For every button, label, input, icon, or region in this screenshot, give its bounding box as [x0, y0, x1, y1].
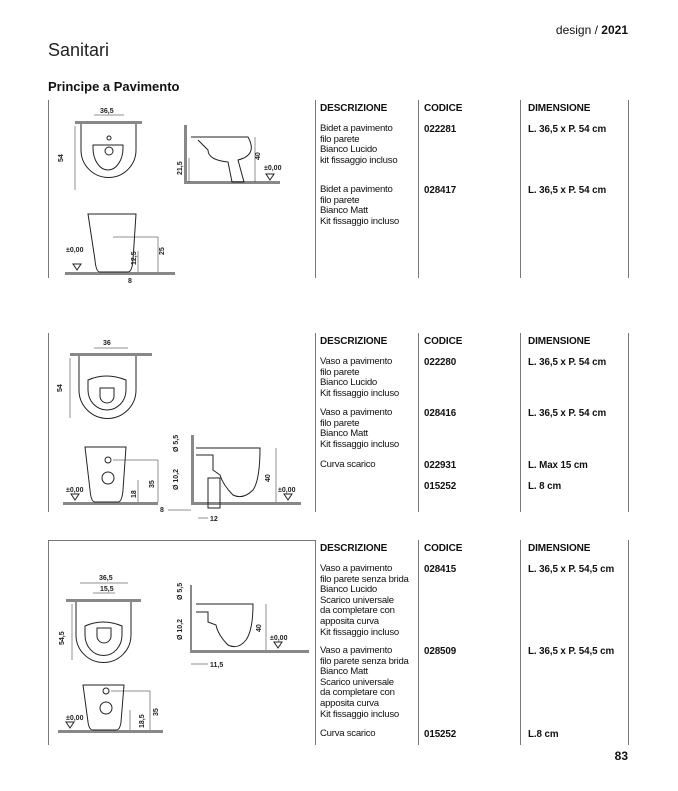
row-code: 028417 [424, 185, 457, 196]
divider [520, 333, 521, 512]
page-number: 83 [614, 749, 628, 763]
dim-label: 36 [103, 340, 111, 347]
column-header-description: DESCRIZIONE [320, 103, 388, 114]
dim-label: 36,5 [100, 108, 114, 115]
dim-label: 15,5 [100, 586, 114, 593]
desc-line: Bidet a pavimento [320, 184, 393, 195]
row-dimension: L. 36,5 x P. 54 cm [528, 357, 607, 368]
row-code: 015252 [424, 481, 457, 492]
desc-line: Kit fissaggio incluso [320, 215, 400, 227]
desc-line: Bianco Lucido [320, 584, 378, 596]
desc-line: kit fissaggio incluso [320, 154, 398, 166]
row-code: 022931 [424, 460, 457, 471]
column-header-code: CODICE [424, 103, 463, 114]
divider [418, 100, 419, 278]
desc-line: Kit fissaggio incluso [320, 708, 400, 720]
row-description [320, 124, 397, 166]
row-dimension: L. 36,5 x P. 54 cm [528, 185, 607, 196]
dim-label: ±0,00 [66, 247, 84, 254]
dim-label: 18 [131, 490, 138, 498]
row-description [320, 646, 409, 720]
header-brand: design / [555, 23, 598, 37]
desc-line: apposita curva [320, 615, 379, 627]
dim-label: 54 [58, 154, 65, 162]
divider [315, 333, 316, 512]
divider [315, 100, 316, 278]
dim-label: 21,5 [177, 161, 184, 175]
vaso-senza-brida-technical-drawing [48, 540, 315, 740]
desc-line: filo parete [320, 417, 360, 429]
row-code: 022280 [424, 357, 457, 368]
dim-label: 18,5 [139, 714, 146, 728]
column-header-code: CODICE [424, 336, 463, 347]
dim-label: 8 [128, 278, 132, 285]
row-description [320, 185, 399, 227]
divider [628, 540, 629, 745]
desc-line: Scarico universale [320, 594, 394, 606]
dim-label: 36,5 [99, 575, 113, 582]
desc-line: apposita curva [320, 697, 379, 709]
column-header-dimension: DIMENSIONE [528, 336, 591, 347]
desc-line: filo parete [320, 194, 360, 206]
desc-line: Kit fissaggio incluso [320, 387, 400, 399]
row-description [320, 564, 409, 638]
dim-label: 12,5 [131, 251, 138, 265]
dim-label: 11,5 [210, 662, 224, 669]
row-description: Curva scarico [320, 728, 376, 739]
dim-label: 40 [256, 624, 263, 632]
desc-line: Bianco Lucido [320, 377, 378, 389]
desc-line: Bidet a pavimento [320, 123, 393, 134]
desc-line: Bianco Matt [320, 205, 368, 217]
divider [520, 540, 521, 745]
column-header-code: CODICE [424, 543, 463, 554]
desc-line: Vaso a pavimento [320, 407, 393, 418]
desc-line: filo parete [320, 366, 360, 378]
dim-label: 35 [149, 480, 156, 488]
desc-line: Bianco Matt [320, 428, 368, 440]
desc-line: Scarico universale [320, 676, 394, 688]
divider [418, 540, 419, 745]
divider [628, 100, 629, 278]
dim-label: 35 [153, 708, 160, 716]
dim-label: 40 [255, 152, 262, 160]
dim-label: 12 [210, 516, 218, 523]
row-description [320, 408, 399, 450]
divider [628, 333, 629, 512]
desc-line: da completare con [320, 687, 395, 699]
dim-label: Ø 5,5 [177, 582, 184, 600]
row-code: 022281 [424, 124, 457, 135]
row-dimension: L. 8 cm [528, 481, 562, 492]
divider [520, 100, 521, 278]
dim-label: 25 [159, 247, 166, 255]
dim-label: Ø 10,2 [173, 468, 180, 490]
dim-label: ±0,00 [264, 165, 282, 172]
desc-line: Vaso a pavimento [320, 645, 393, 656]
vaso-technical-drawing [48, 330, 315, 525]
desc-line: Bianco Matt [320, 666, 368, 678]
row-code: 028509 [424, 646, 457, 657]
row-dimension: L. 36,5 x P. 54,5 cm [528, 646, 615, 657]
desc-line: Bianco Lucido [320, 144, 378, 156]
column-header-dimension: DIMENSIONE [528, 543, 591, 554]
row-dimension: L. 36,5 x P. 54 cm [528, 124, 607, 135]
desc-line: Vaso a pavimento [320, 563, 393, 574]
row-code: 028415 [424, 564, 457, 575]
section-title: Principe a Pavimento [48, 79, 180, 94]
column-header-dimension: DIMENSIONE [528, 103, 591, 114]
bidet-technical-drawing [48, 100, 315, 285]
row-dimension: L. 36,5 x P. 54,5 cm [528, 564, 615, 575]
page-header [556, 23, 628, 37]
desc-line: da completare con [320, 605, 395, 617]
desc-line: Kit fissaggio incluso [320, 438, 400, 450]
dim-label: 40 [265, 474, 272, 482]
row-code: 028416 [424, 408, 457, 419]
row-dimension: L.8 cm [528, 729, 559, 740]
dim-label: Ø 10,2 [177, 618, 184, 640]
dim-label: Ø 5,5 [173, 434, 180, 452]
dim-label: ±0,00 [270, 635, 288, 642]
desc-line: filo parete senza brida [320, 655, 409, 667]
header-year: 2021 [601, 23, 628, 37]
column-header-description: DESCRIZIONE [320, 543, 388, 554]
row-description [320, 357, 399, 399]
dim-label: ±0,00 [66, 487, 84, 494]
dim-label: 8 [160, 507, 164, 514]
desc-line: Vaso a pavimento [320, 356, 393, 367]
divider [418, 333, 419, 512]
divider [315, 540, 316, 745]
desc-line: Kit fissaggio incluso [320, 626, 400, 638]
dim-label: 54 [57, 384, 64, 392]
row-dimension: L. Max 15 cm [528, 460, 588, 471]
dim-label: ±0,00 [66, 715, 84, 722]
dim-label: 54,5 [59, 631, 66, 645]
desc-line: filo parete [320, 133, 360, 145]
dim-label: ±0,00 [278, 487, 296, 494]
row-code: 015252 [424, 729, 457, 740]
row-description: Curva scarico [320, 459, 376, 470]
column-header-description: DESCRIZIONE [320, 336, 388, 347]
row-dimension: L. 36,5 x P. 54 cm [528, 408, 607, 419]
desc-line: filo parete senza brida [320, 573, 409, 585]
page-title: Sanitari [48, 40, 110, 60]
